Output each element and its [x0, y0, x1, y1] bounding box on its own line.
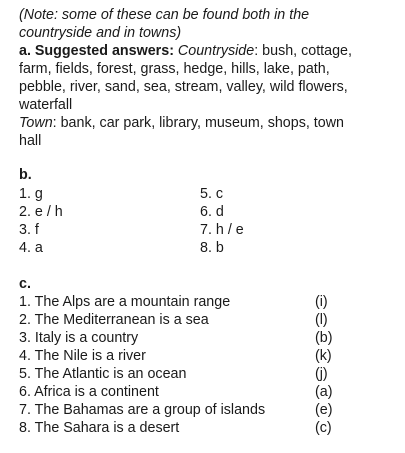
- sentence: 7. The Bahamas are a group of islands: [19, 402, 266, 418]
- list-item: [19, 293, 401, 311]
- answer-item: 4. a: [19, 240, 43, 256]
- town-label: Town: [19, 115, 53, 131]
- sentence: 5. The Atlantic is an ocean: [19, 366, 187, 382]
- countryside-text: farm, fields, forest, grass, hedge, hills, lake, path,: [19, 61, 330, 77]
- town-text: : bank, car park, library, museum, shops, town: [52, 115, 345, 131]
- sentence: 3. Italy is a country: [19, 330, 139, 346]
- list-item: [19, 383, 401, 401]
- answer-letter: (k): [315, 348, 332, 364]
- section-c: [19, 275, 401, 437]
- list-item: [19, 347, 401, 365]
- answer-key: [19, 6, 401, 437]
- section-a: a. Suggested answers: Countryside: bush, cottage, farm, fields, forest, grass, hedge, hills, lake, path, pebble, river, sand, sea, stream, valley, wild flowers, waterfall Town: bank, car park, library, museum, shops, town hall: [19, 42, 401, 150]
- answer-item: 8. b: [200, 240, 224, 256]
- sentence: 1. The Alps are a mountain range: [19, 294, 231, 310]
- answer-letter: (b): [315, 330, 333, 346]
- list-item: [19, 329, 401, 347]
- answer-item: 1. g: [19, 186, 43, 202]
- answer-item: 3. f: [19, 222, 39, 238]
- sentence: 4. The Nile is a river: [19, 348, 146, 364]
- countryside-text: waterfall: [19, 97, 73, 113]
- list-item: [19, 365, 401, 383]
- countryside-text: pebble, river, sand, sea, stream, valley, wild flowers,: [19, 79, 348, 95]
- section-b-answers: [19, 185, 401, 257]
- answer-letter: (c): [315, 420, 332, 436]
- answer-item: 2. e / h: [19, 204, 63, 220]
- answer-item: 5. c: [200, 186, 224, 202]
- sentence: 8. The Sahara is a desert: [19, 420, 180, 436]
- section-b: [19, 166, 401, 257]
- section-b-label: b.: [19, 167, 32, 183]
- section-c-list: [19, 293, 401, 437]
- answer-letter: (a): [315, 384, 333, 400]
- note-line: countryside and in towns): [19, 25, 182, 41]
- note-line: (Note: some of these can be found both in the: [19, 7, 310, 23]
- section-a-label: a. Suggested answers: [19, 43, 170, 59]
- sentence: 6. Africa is a continent: [19, 384, 159, 400]
- list-item: [19, 311, 401, 329]
- answer-letter: (j): [315, 366, 328, 382]
- countryside-label: Countryside: [177, 43, 255, 59]
- countryside-text: : bush, cottage,: [254, 43, 352, 59]
- town-text: hall: [19, 133, 42, 149]
- sentence: 2. The Mediterranean is a sea: [19, 312, 209, 328]
- note: [19, 6, 401, 42]
- section-c-label: c.: [19, 276, 31, 292]
- answer-letter: (l): [315, 312, 328, 328]
- answer-item: 6. d: [200, 204, 224, 220]
- answer-item: 7. h / e: [200, 222, 244, 238]
- list-item: [19, 401, 401, 419]
- answer-letter: (i): [315, 294, 328, 310]
- answer-letter: (e): [315, 402, 333, 418]
- list-item: [19, 419, 401, 437]
